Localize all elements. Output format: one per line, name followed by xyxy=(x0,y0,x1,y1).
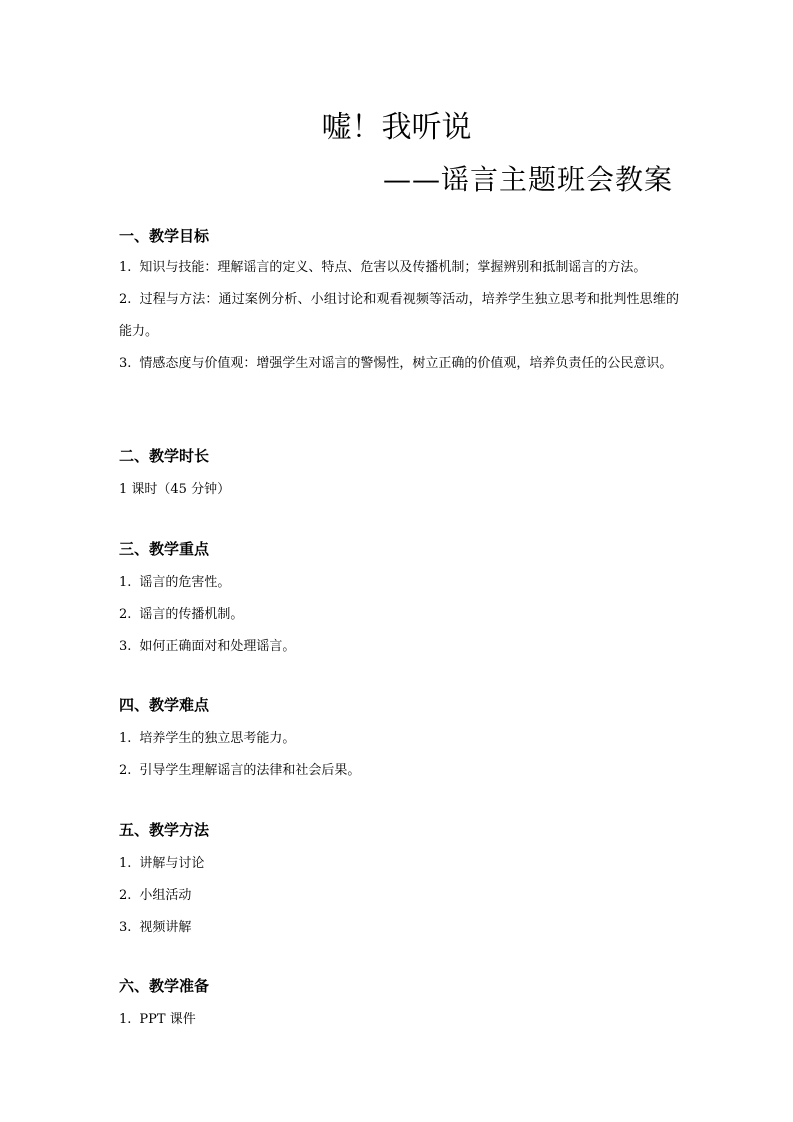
item-number: 1. xyxy=(119,856,132,871)
item-text: 培养学生的独立思考能力。 xyxy=(139,731,296,746)
item-text: PPT 课件 xyxy=(139,1012,196,1027)
item-text: 知识与技能：理解谣言的定义、特点、危害以及传播机制；掌握辨别和抵制谣言的方法。 xyxy=(139,260,647,275)
section-teaching-difficulties xyxy=(119,695,679,787)
item-text: 谣言的传播机制。 xyxy=(139,607,244,622)
list-item xyxy=(119,723,679,755)
list-item xyxy=(119,1004,679,1036)
item-text: 小组活动 xyxy=(139,888,192,903)
item-text: 谣言的危害性。 xyxy=(139,575,231,590)
list-item xyxy=(119,912,679,944)
item-number: 2. xyxy=(119,292,132,307)
list-item xyxy=(119,848,679,880)
list-item xyxy=(119,631,679,663)
section-heading: 六、教学准备 xyxy=(119,977,210,995)
item-text: 引导学生理解谣言的法律和社会后果。 xyxy=(139,763,361,778)
item-text: 讲解与讨论 xyxy=(139,856,205,871)
item-text: 过程与方法：通过案例分析、小组讨论和观看视频等活动，培养学生独立思考和批判性思维的能力。 xyxy=(119,292,679,339)
section-heading: 二、教学时长 xyxy=(119,447,210,465)
item-number: 3. xyxy=(119,356,132,371)
section-heading: 四、教学难点 xyxy=(119,696,210,714)
list-item xyxy=(119,567,679,599)
list-item xyxy=(119,880,679,912)
item-number: 1. xyxy=(119,260,132,275)
item-number: 1. xyxy=(119,731,132,746)
section-teaching-duration xyxy=(119,446,679,506)
item-text: 情感态度与价值观：增强学生对谣言的警惕性，树立正确的价值观，培养负责任的公民意识。 xyxy=(139,356,673,371)
list-item xyxy=(119,348,679,380)
document-title: 嘘！我听说 xyxy=(321,110,472,145)
section-heading: 一、教学目标 xyxy=(119,227,210,245)
list-item xyxy=(119,252,679,284)
item-number: 1. xyxy=(119,575,132,590)
item-text: 如何正确面对和处理谣言。 xyxy=(139,639,296,654)
item-number: 3. xyxy=(119,920,132,935)
item-text: 视频讲解 xyxy=(139,920,192,935)
document-subtitle: ——谣言主题班会教案 xyxy=(382,163,673,196)
item-text: 1 课时（45 分钟） xyxy=(119,482,231,497)
item-number: 2. xyxy=(119,888,132,903)
item-number: 1. xyxy=(119,1012,132,1027)
section-heading: 三、教学重点 xyxy=(119,540,210,558)
section-heading: 五、教学方法 xyxy=(119,821,210,839)
list-item xyxy=(119,284,679,348)
list-item xyxy=(119,755,679,787)
item-number: 2. xyxy=(119,763,132,778)
section-teaching-goals xyxy=(119,226,679,380)
list-item xyxy=(119,474,679,506)
section-teaching-preparation xyxy=(119,976,679,1036)
item-number: 3. xyxy=(119,639,132,654)
section-teaching-focus xyxy=(119,539,679,663)
list-item xyxy=(119,599,679,631)
item-number: 2. xyxy=(119,607,132,622)
section-teaching-methods xyxy=(119,820,679,944)
